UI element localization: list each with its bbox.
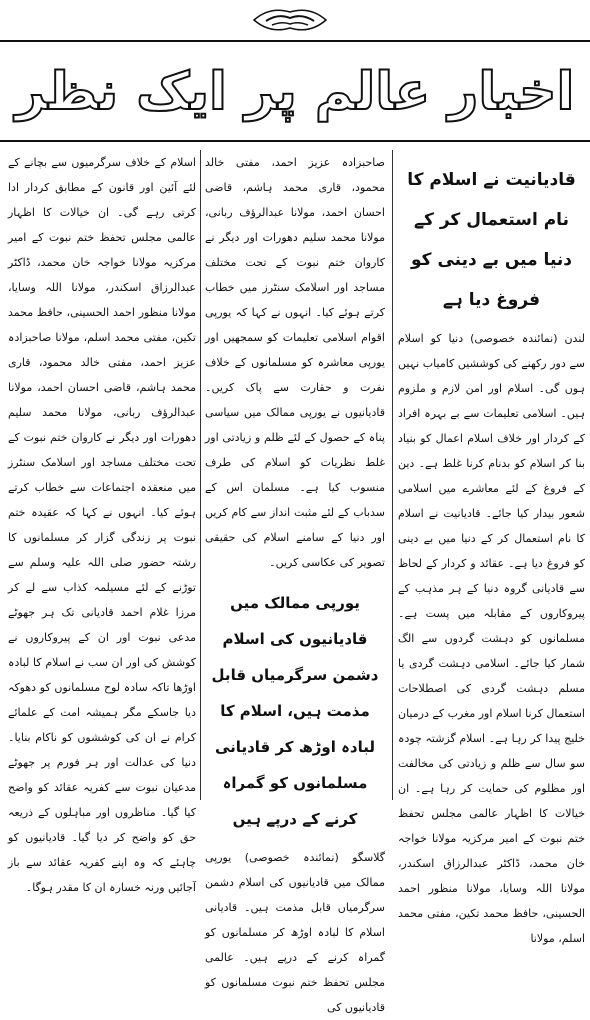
header-rule-top: [0, 40, 590, 42]
column-divider: [200, 150, 201, 800]
masthead-logo: [250, 4, 330, 36]
article-body-right: لندن (نمائندہ خصوصی) دنیا کو اسلام سے دور رکھنے کی کوششیں کامیاب نہیں ہوں گی۔ اسلام اور امن لازم و ملزوم ہیں۔ اسلامی تعلیمات سے بے بہرہ افراد کے کردار اور خلاف اسلام اعمال کو بنیاد بنا کر اسلام کو بدنام کرنا غلط ہے۔ دین کے فروغ کے لئے معاشرے میں اسلامی شعور بیدار کیا جائے۔ قادیانیت نے اسلام کا نام استعمال کر کے دنیا میں بے دینی کو فروغ دیا ہے۔ عقائد و کردار کے لحاظ سے قادیانی گروہ دنیا کے ہر مذہب کے پیروکاروں کے مقابلہ میں پست ہے۔ مسلمانوں کو دہشت گردوں سے الگ شمار کیا جائے۔ اسلامی دہشت گردی یا مسلم دہشت گردی کی اصطلاحات استعمال کرنا اسلام اور مغرب کے درمیان خلیج پیدا کر رہا ہے۔ اسلام گزشتہ چودہ سو سال سے ظلم و زیادتی کی مخالفت اور مظلوم کی حمایت کر رہا ہے۔ ان خیالات کا اظہار عالمی مجلس تحفظ ختم نبوت کے امیر مرکزیہ مولانا خواجہ خان محمد، ڈاکٹر عبدالرزاق اسکندر، مولانا اللہ وسایا، مولانا منظور احمد الحسینی، حافظ محمد تکین، مفتی محمد اسلم، مولانا: [398, 332, 585, 945]
article-headline-right: قادیانیت نے اسلام کا نام استعمال کر کے دنیا میں بے دینی کو فروغ دیا ہے: [407, 170, 576, 310]
article-body-middle: صاحبزادہ عزیز احمد، مفتی خالد محمود، قاری محمد ہاشم، قاضی احسان احمد، مولانا عبدالرؤف ربانی، مولانا محمد سلیم دھورات اور دیگر نے کاروان ختم نبوت کے تحت مختلف مساجد اور اسلامک سنٹرز میں خطاب کرتے ہوئے کیا۔ انہوں نے کہا کہ یورپی اقوام اسلامی تعلیمات کو سمجھیں اور یورپی معاشرہ کو مسلمانوں کے خلاف نفرت و حقارت سے پاک کریں۔ قادیانیوں نے یورپی ممالک میں سیاسی پناہ کے حصول کے لئے ظلم و زیادتی اور غلط نظریات کو اسلام کی طرف منسوب کیا ہے۔ مسلمان اس کے سدباب کے لئے مثبت انداز سے کام کریں اور دنیا کے سامنے اسلام کی حقیقی تصویر کی عکاسی کریں۔: [205, 156, 385, 569]
header-rule-bottom: [0, 140, 590, 142]
article-body-left: اسلام کے خلاف سرگرمیوں سے بچانے کے لئے آئین اور قانون کے مطابق کردار ادا کرتی رہے گی۔ ان خیالات کا اظہار عالمی مجلس تحفظ ختم نبوت کے امیر مرکزیہ مولانا خواجہ خان محمد، ڈاکٹر عبدالرزاق اسکندر، مولانا اللہ وسایا، مولانا منظور احمد الحسینی، حافظ محمد تکین، مفتی محمد اسلم، مولانا صاحبزادہ عزیز احمد، مفتی خالد محمود، قاری محمد ہاشم، قاضی احسان احمد، مولانا عبدالرؤف ربانی، مولانا محمد سلیم دھورات اور دیگر نے کاروان ختم نبوت کے تحت مختلف مساجد اور اسلامک سنٹرز میں منعقدہ اجتماعات سے خطاب کرتے ہوئے کیا۔ انہوں نے کہا کہ عقیدہ ختم نبوت پر زندگی گزار کر مسلمانوں کا رشتہ حضور صلی اللہ علیہ وسلم سے توڑنے کے لئے مسیلمہ کذاب سے لے کر مرزا غلام احمد قادیانی تک ہر جھوٹے مدعی نبوت اور ان کے پیروکاروں نے کوشش کی اور ان سب نے اسلام کا لبادہ اوڑھا تاکہ سادہ لوح مسلمانوں کو دھوکہ دیا جاسکے مگر ہمیشہ امت کے علمائے کرام نے ان کی کوششوں کو ناکام بنایا۔ دنیا کی عدالت اور ہر فورم پر جھوٹے مدعیان نبوت سے کفریہ عقائد کو واضح کیا گیا۔ مناظروں اور مباہلوں کے ذریعہ حق کو واضح کر دیا گیا۔ قادیانیوں کو چاہئے کہ وہ اپنے کفریہ عقائد سے باز آجائیں ورنہ خسارہ ان کا مقدر ہوگا۔: [8, 156, 196, 894]
page-title-text: اخبار عالم پر ایک نظر: [15, 62, 575, 122]
article-column-middle: [205, 150, 385, 1014]
article-headline-middle: یورپی ممالک میں قادیانیوں کی اسلام دشمن سرگرمیاں قابل مذمت ہیں، اسلام کا لبادہ اوڑھ کر قادیانی مسلمانوں کو گمراہ کرنے کے درپے ہیں: [211, 594, 379, 828]
article-column-left: [8, 150, 196, 894]
article-column-right: [398, 150, 585, 945]
column-divider: [392, 150, 393, 800]
page-title: [0, 52, 590, 132]
seal-logo-icon: [250, 4, 330, 36]
article-body-middle-2: گلاسگو (نمائندہ خصوصی) یورپی ممالک میں قادیانیوں کی اسلام دشمن سرگرمیاں قابل مذمت ہیں۔ قادیانی اسلام کا لبادہ اوڑھ کر مسلمانوں کو گمراہ کرنے کے درپے ہیں۔ عالمی مجلس تحفظ ختم نبوت مسلمانوں کو قادیانیوں کی: [205, 851, 385, 1014]
